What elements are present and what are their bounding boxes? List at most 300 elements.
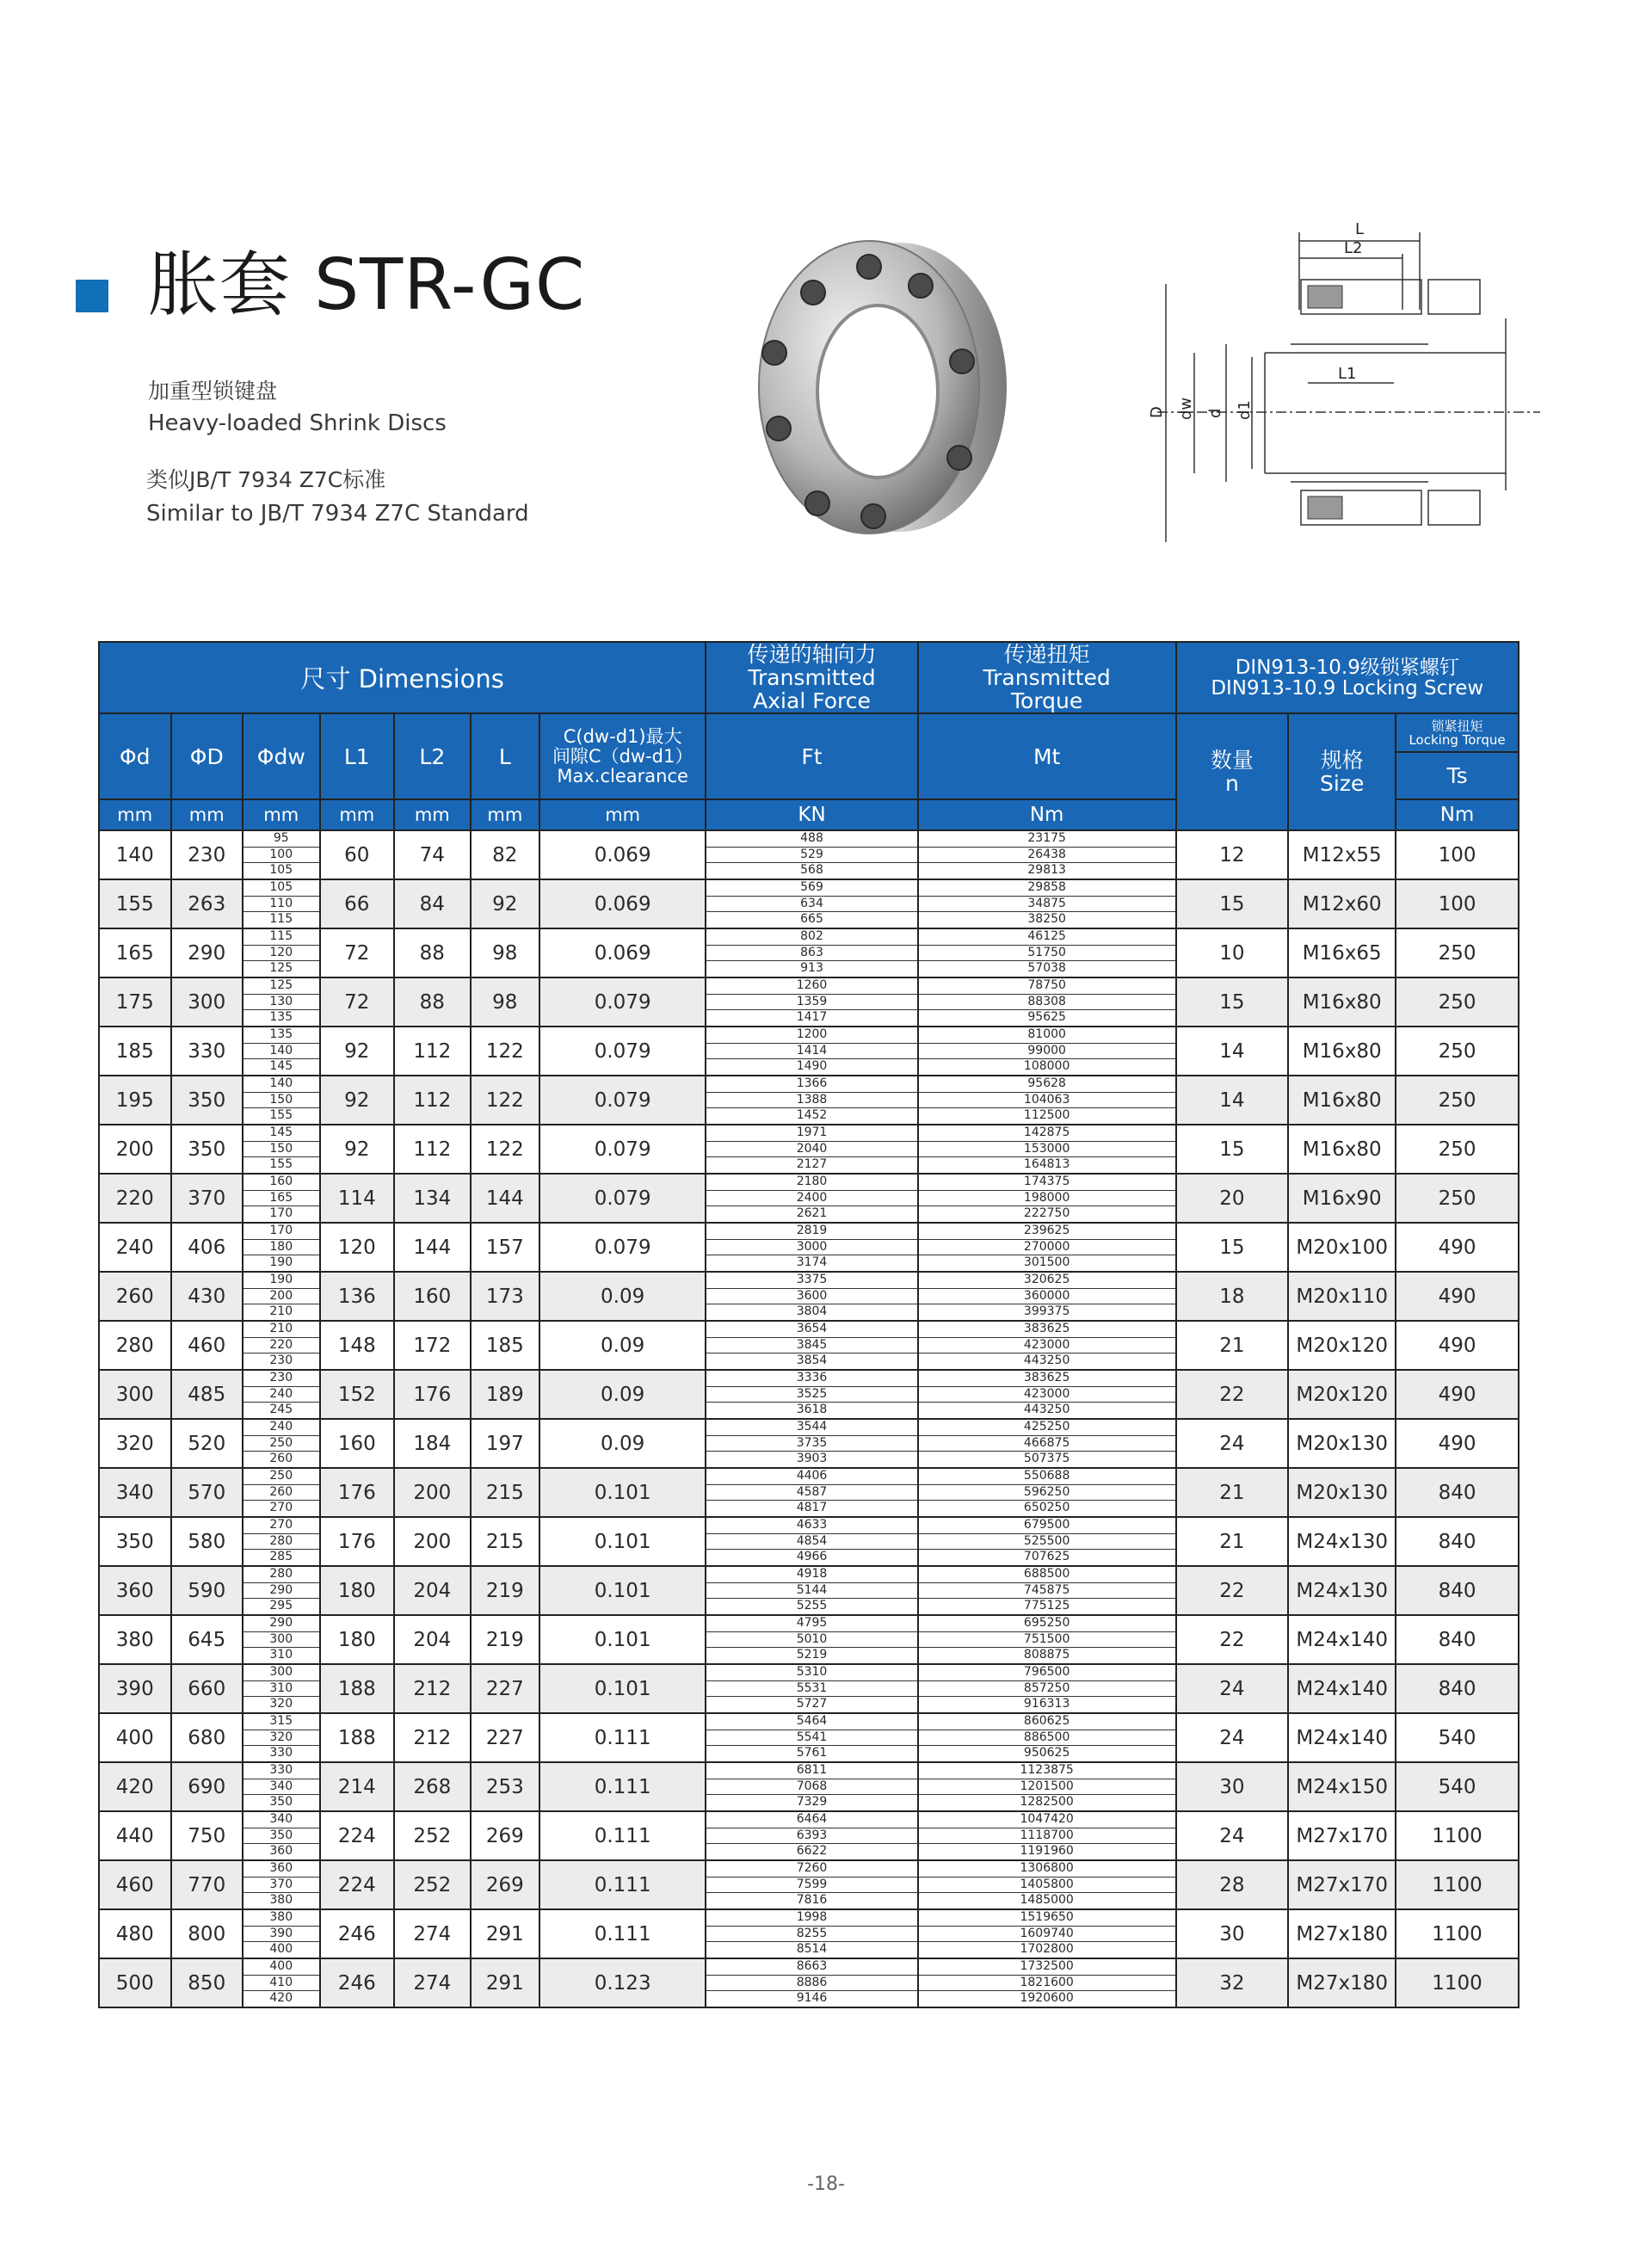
cell-size: M24x130 <box>1288 1566 1396 1615</box>
cell-Mt-value: 174375 <box>919 1175 1175 1191</box>
cell-Ft-value: 5541 <box>706 1730 916 1747</box>
cell-Mt-value: 1118700 <box>919 1828 1175 1845</box>
cell-Mt <box>918 977 1176 1027</box>
cell-dw-value: 190 <box>243 1273 319 1289</box>
cell-d: 480 <box>99 1909 171 1958</box>
cell-L1: 246 <box>320 1958 395 2007</box>
cell-Mt-value: 95625 <box>919 1010 1175 1026</box>
cell-Mt-value: 270000 <box>919 1240 1175 1256</box>
cell-L: 157 <box>471 1223 539 1272</box>
cell-Mt-value: 443250 <box>919 1353 1175 1369</box>
cell-dw-value: 270 <box>243 1501 319 1516</box>
cell-clearance: 0.079 <box>539 1027 706 1076</box>
cell-L1: 120 <box>320 1223 395 1272</box>
subtitle-cn: 加重型锁键盘 <box>148 379 278 404</box>
cell-Ts: 490 <box>1396 1321 1519 1370</box>
cell-L2: 172 <box>394 1321 471 1370</box>
col-clearance: C(dw-d1)最大 间隙C（dw-d1） Max.clearance <box>539 713 706 799</box>
cell-d: 300 <box>99 1370 171 1419</box>
cell-Ft-value: 1490 <box>706 1059 916 1075</box>
cell-clearance: 0.069 <box>539 879 706 928</box>
cell-Ft-value: 3525 <box>706 1387 916 1403</box>
cell-Mt <box>918 1370 1176 1419</box>
cell-Ft-value: 9146 <box>706 1991 916 2007</box>
cell-Ft-value: 4795 <box>706 1616 916 1632</box>
cell-Mt-value: 1821600 <box>919 1976 1175 1992</box>
drawing-label-L: L <box>1355 220 1365 238</box>
cell-clearance: 0.123 <box>539 1958 706 2007</box>
cell-n: 21 <box>1176 1517 1289 1566</box>
cell-dw <box>243 1811 320 1860</box>
cell-Ts: 250 <box>1396 928 1519 977</box>
cell-dw <box>243 1615 320 1664</box>
cell-L: 122 <box>471 1125 539 1174</box>
cell-Ts: 840 <box>1396 1517 1519 1566</box>
cell-Mt-value: 1519650 <box>919 1910 1175 1927</box>
cell-d: 360 <box>99 1566 171 1615</box>
cell-Ft-value: 1260 <box>706 978 916 995</box>
cell-Mt-value: 796500 <box>919 1665 1175 1681</box>
cell-dw-value: 100 <box>243 848 319 864</box>
cell-Ts: 250 <box>1396 977 1519 1027</box>
cell-Ft <box>706 1419 917 1468</box>
cell-n: 24 <box>1176 1664 1289 1713</box>
cell-Ft <box>706 1370 917 1419</box>
cell-d: 195 <box>99 1076 171 1125</box>
cell-dw-value: 320 <box>243 1697 319 1712</box>
cell-Ft-value: 913 <box>706 961 916 977</box>
cell-dw-value: 160 <box>243 1175 319 1191</box>
cell-n: 24 <box>1176 1419 1289 1468</box>
cell-L: 215 <box>471 1468 539 1517</box>
cell-Mt-value: 466875 <box>919 1436 1175 1452</box>
cell-Mt-value: 679500 <box>919 1518 1175 1534</box>
unit-Ft: KN <box>706 799 917 830</box>
cell-Mt-value: 695250 <box>919 1616 1175 1632</box>
cell-dw-value: 140 <box>243 1044 319 1060</box>
col-locking-torque: 锁紧扭矩 Locking Torque <box>1396 713 1519 752</box>
cell-Ft-value: 8663 <box>706 1959 916 1976</box>
cell-size: M27x170 <box>1288 1860 1396 1909</box>
cell-L1: 92 <box>320 1076 395 1125</box>
cell-dw-value: 180 <box>243 1240 319 1256</box>
cell-L: 291 <box>471 1958 539 2007</box>
cell-dw-value: 140 <box>243 1076 319 1093</box>
cell-D: 770 <box>171 1860 243 1909</box>
cell-size: M20x100 <box>1288 1223 1396 1272</box>
col-L2: L2 <box>394 713 471 799</box>
cell-Mt <box>918 830 1176 879</box>
cell-L: 269 <box>471 1811 539 1860</box>
cell-L: 269 <box>471 1860 539 1909</box>
cell-dw-value: 390 <box>243 1927 319 1943</box>
cell-L2: 252 <box>394 1811 471 1860</box>
cell-L2: 200 <box>394 1517 471 1566</box>
cell-clearance: 0.079 <box>539 1223 706 1272</box>
cell-L1: 160 <box>320 1419 395 1468</box>
cell-Ts: 840 <box>1396 1664 1519 1713</box>
cell-Mt-value: 29858 <box>919 880 1175 897</box>
table-row <box>99 1811 1519 1860</box>
cell-size: M20x120 <box>1288 1370 1396 1419</box>
cell-Ft-value: 5310 <box>706 1665 916 1681</box>
cell-d: 350 <box>99 1517 171 1566</box>
cell-dw <box>243 1076 320 1125</box>
cell-Mt <box>918 1958 1176 2007</box>
cell-Ts: 250 <box>1396 1027 1519 1076</box>
cell-dw-value: 115 <box>243 929 319 946</box>
cell-L: 197 <box>471 1419 539 1468</box>
cell-size: M24x150 <box>1288 1762 1396 1811</box>
cell-clearance: 0.09 <box>539 1419 706 1468</box>
cell-n: 30 <box>1176 1762 1289 1811</box>
cell-L2: 184 <box>394 1419 471 1468</box>
cell-Ft-value: 8514 <box>706 1942 916 1958</box>
cell-Mt-value: 860625 <box>919 1714 1175 1730</box>
cell-Mt <box>918 1468 1176 1517</box>
table-row <box>99 1713 1519 1762</box>
cell-Mt-value: 383625 <box>919 1322 1175 1338</box>
cell-size: M16x80 <box>1288 1125 1396 1174</box>
cell-dw-value: 150 <box>243 1142 319 1158</box>
cell-Mt-value: 1123875 <box>919 1763 1175 1779</box>
cell-Ts: 250 <box>1396 1125 1519 1174</box>
cell-D: 680 <box>171 1713 243 1762</box>
table-row <box>99 1958 1519 2007</box>
cell-L2: 212 <box>394 1664 471 1713</box>
cell-Ft <box>706 1027 917 1076</box>
cell-size: M27x180 <box>1288 1909 1396 1958</box>
cell-Mt-value: 104063 <box>919 1093 1175 1109</box>
cell-Ft-value: 1417 <box>706 1010 916 1026</box>
cell-L: 291 <box>471 1909 539 1958</box>
table-row <box>99 1419 1519 1468</box>
cell-dw-value: 380 <box>243 1910 319 1927</box>
cell-clearance: 0.079 <box>539 1125 706 1174</box>
table-row <box>99 1468 1519 1517</box>
cell-Ts: 100 <box>1396 830 1519 879</box>
cell-Ft <box>706 1958 917 2007</box>
cell-dw <box>243 1468 320 1517</box>
cell-D: 460 <box>171 1321 243 1370</box>
cell-Ft-value: 3618 <box>706 1403 916 1418</box>
cell-L1: 72 <box>320 977 395 1027</box>
table-row <box>99 1027 1519 1076</box>
cell-Ft-value: 5219 <box>706 1648 916 1663</box>
cell-Ft-value: 4633 <box>706 1518 916 1534</box>
cell-size: M16x80 <box>1288 1076 1396 1125</box>
cell-Ts: 490 <box>1396 1419 1519 1468</box>
screw-header: DIN913-10.9级锁紧螺钉 DIN913-10.9 Locking Screw <box>1176 642 1519 713</box>
cell-Mt-value: 78750 <box>919 978 1175 995</box>
cell-dw-value: 360 <box>243 1844 319 1859</box>
cell-dw-value: 410 <box>243 1976 319 1992</box>
cell-dw <box>243 1321 320 1370</box>
cell-clearance: 0.09 <box>539 1370 706 1419</box>
cell-Mt-value: 51750 <box>919 946 1175 962</box>
cell-Ft-value: 5464 <box>706 1714 916 1730</box>
cell-Mt <box>918 1860 1176 1909</box>
cell-dw <box>243 1223 320 1272</box>
cell-L: 185 <box>471 1321 539 1370</box>
cell-L1: 148 <box>320 1321 395 1370</box>
table-row <box>99 1615 1519 1664</box>
cell-dw-value: 280 <box>243 1567 319 1583</box>
cell-Mt-value: 29813 <box>919 863 1175 879</box>
cell-dw-value: 210 <box>243 1304 319 1320</box>
drawing-label-d: d <box>1206 408 1224 418</box>
cell-L: 219 <box>471 1615 539 1664</box>
cell-clearance: 0.111 <box>539 1713 706 1762</box>
cell-L: 122 <box>471 1076 539 1125</box>
cell-Ts: 540 <box>1396 1713 1519 1762</box>
cell-dw <box>243 1909 320 1958</box>
cell-L2: 88 <box>394 977 471 1027</box>
cell-dw <box>243 1419 320 1468</box>
cell-L2: 88 <box>394 928 471 977</box>
cell-dw-value: 210 <box>243 1322 319 1338</box>
cell-dw <box>243 1370 320 1419</box>
cell-clearance: 0.069 <box>539 928 706 977</box>
cell-clearance: 0.079 <box>539 1076 706 1125</box>
cell-dw-value: 290 <box>243 1583 319 1600</box>
cell-Ft-value: 1366 <box>706 1076 916 1093</box>
cell-dw-value: 290 <box>243 1616 319 1632</box>
cell-Mt-value: 596250 <box>919 1485 1175 1501</box>
cell-Mt-value: 239625 <box>919 1224 1175 1240</box>
cell-L1: 72 <box>320 928 395 977</box>
cell-Ft <box>706 1909 917 1958</box>
drawing-label-D: D <box>1148 406 1166 418</box>
cell-Ft-value: 1388 <box>706 1093 916 1109</box>
cell-dw-value: 280 <box>243 1534 319 1551</box>
cell-clearance: 0.101 <box>539 1468 706 1517</box>
cell-Mt-value: 423000 <box>919 1387 1175 1403</box>
cell-Mt <box>918 1517 1176 1566</box>
cell-dw-value: 330 <box>243 1763 319 1779</box>
cell-size: M12x55 <box>1288 830 1396 879</box>
cell-Ft-value: 1414 <box>706 1044 916 1060</box>
cell-Mt-value: 916313 <box>919 1697 1175 1712</box>
cell-Ft <box>706 1762 917 1811</box>
cell-L2: 112 <box>394 1076 471 1125</box>
cell-dw-value: 120 <box>243 946 319 962</box>
cell-dw-value: 170 <box>243 1224 319 1240</box>
cell-d: 200 <box>99 1125 171 1174</box>
cell-Ft <box>706 1713 917 1762</box>
cell-Mt <box>918 1566 1176 1615</box>
cell-Ft <box>706 1860 917 1909</box>
unit-d: mm <box>99 799 171 830</box>
unit-D: mm <box>171 799 243 830</box>
cell-L2: 134 <box>394 1174 471 1223</box>
cell-dw-value: 125 <box>243 978 319 995</box>
cell-L: 227 <box>471 1713 539 1762</box>
cell-dw-value: 350 <box>243 1795 319 1810</box>
cell-dw-value: 360 <box>243 1861 319 1878</box>
cell-dw-value: 420 <box>243 1991 319 2007</box>
cell-dw-value: 295 <box>243 1599 319 1614</box>
cell-dw <box>243 1174 320 1223</box>
cell-Ft-value: 4406 <box>706 1469 916 1485</box>
cell-dw-value: 310 <box>243 1648 319 1663</box>
cell-Ft-value: 665 <box>706 912 916 928</box>
cell-dw-value: 285 <box>243 1550 319 1565</box>
cell-Mt-value: 1920600 <box>919 1991 1175 2007</box>
cell-size: M27x180 <box>1288 1958 1396 2007</box>
cell-n: 21 <box>1176 1321 1289 1370</box>
cell-Mt <box>918 1125 1176 1174</box>
cell-L1: 188 <box>320 1664 395 1713</box>
cell-dw-value: 230 <box>243 1371 319 1387</box>
cell-Mt-value: 383625 <box>919 1371 1175 1387</box>
page-number: -18- <box>807 2174 845 2195</box>
cell-Mt <box>918 1174 1176 1223</box>
cell-dw-value: 95 <box>243 831 319 848</box>
cell-clearance: 0.111 <box>539 1860 706 1909</box>
cell-Ft-value: 802 <box>706 929 916 946</box>
cell-Ft-value: 2819 <box>706 1224 916 1240</box>
cell-dw-value: 105 <box>243 863 319 879</box>
cell-n: 22 <box>1176 1370 1289 1419</box>
cell-Mt <box>918 1321 1176 1370</box>
cell-dw-value: 170 <box>243 1206 319 1222</box>
cell-L1: 214 <box>320 1762 395 1811</box>
cell-Mt-value: 425250 <box>919 1420 1175 1436</box>
cell-Ft-value: 3600 <box>706 1289 916 1305</box>
cell-dw <box>243 879 320 928</box>
cell-Mt-value: 886500 <box>919 1730 1175 1747</box>
cell-Ts: 840 <box>1396 1468 1519 1517</box>
table-row <box>99 1321 1519 1370</box>
cell-Ft-value: 7068 <box>706 1779 916 1796</box>
cell-Mt-value: 57038 <box>919 961 1175 977</box>
cell-Ft-value: 4854 <box>706 1534 916 1551</box>
cell-Ft-value: 1200 <box>706 1027 916 1044</box>
standard-en: Similar to JB/T 7934 Z7C Standard <box>146 501 529 527</box>
cell-Mt-value: 707625 <box>919 1550 1175 1565</box>
cell-size: M16x80 <box>1288 1027 1396 1076</box>
cell-L1: 92 <box>320 1027 395 1076</box>
unit-Mt: Nm <box>918 799 1176 830</box>
cell-dw-value: 340 <box>243 1779 319 1796</box>
cell-d: 400 <box>99 1713 171 1762</box>
col-L1: L1 <box>320 713 395 799</box>
cell-dw <box>243 830 320 879</box>
cell-d: 320 <box>99 1419 171 1468</box>
cell-d: 185 <box>99 1027 171 1076</box>
cell-Ts: 250 <box>1396 1174 1519 1223</box>
table-row <box>99 1762 1519 1811</box>
cell-Mt-value: 164813 <box>919 1157 1175 1173</box>
cell-size: M16x90 <box>1288 1174 1396 1223</box>
cell-Ft-value: 3735 <box>706 1436 916 1452</box>
table-row <box>99 1860 1519 1909</box>
cell-dw <box>243 1027 320 1076</box>
cell-dw-value: 105 <box>243 880 319 897</box>
cell-Ft <box>706 928 917 977</box>
cell-Mt-value: 857250 <box>919 1681 1175 1698</box>
cell-Ft <box>706 1321 917 1370</box>
cell-Mt-value: 688500 <box>919 1567 1175 1583</box>
cell-Ft-value: 1452 <box>706 1108 916 1124</box>
cell-Ft-value: 5010 <box>706 1632 916 1649</box>
cell-size: M20x130 <box>1288 1419 1396 1468</box>
cell-Mt-value: 198000 <box>919 1191 1175 1207</box>
cell-dw-value: 200 <box>243 1289 319 1305</box>
cell-D: 645 <box>171 1615 243 1664</box>
cell-L1: 180 <box>320 1615 395 1664</box>
cell-dw-value: 155 <box>243 1108 319 1124</box>
cell-Ft-value: 568 <box>706 863 916 879</box>
cell-d: 260 <box>99 1272 171 1321</box>
cell-Ft <box>706 1664 917 1713</box>
cell-D: 485 <box>171 1370 243 1419</box>
cell-D: 660 <box>171 1664 243 1713</box>
cell-Ft <box>706 977 917 1027</box>
cell-Mt-value: 1306800 <box>919 1861 1175 1878</box>
cell-Ft-value: 1998 <box>706 1910 916 1927</box>
cell-D: 750 <box>171 1811 243 1860</box>
cell-dw-value: 135 <box>243 1010 319 1026</box>
cell-dw-value: 400 <box>243 1942 319 1958</box>
drawing-label-L1: L1 <box>1338 365 1357 383</box>
cell-clearance: 0.101 <box>539 1615 706 1664</box>
cell-dw-value: 145 <box>243 1125 319 1142</box>
cell-clearance: 0.111 <box>539 1762 706 1811</box>
cell-size: M20x130 <box>1288 1468 1396 1517</box>
table-row <box>99 830 1519 879</box>
cell-L2: 252 <box>394 1860 471 1909</box>
cell-clearance: 0.079 <box>539 977 706 1027</box>
cell-Mt-value: 399375 <box>919 1304 1175 1320</box>
cell-Ft-value: 3174 <box>706 1255 916 1271</box>
cell-D: 800 <box>171 1909 243 1958</box>
cell-Ft-value: 5144 <box>706 1583 916 1600</box>
cell-L: 98 <box>471 928 539 977</box>
cell-Mt-value: 525500 <box>919 1534 1175 1551</box>
cell-Ts: 840 <box>1396 1615 1519 1664</box>
cell-dw <box>243 1272 320 1321</box>
cell-Ft <box>706 879 917 928</box>
cell-D: 300 <box>171 977 243 1027</box>
cell-L1: 224 <box>320 1811 395 1860</box>
cell-Ts: 100 <box>1396 879 1519 928</box>
cell-Mt-value: 95628 <box>919 1076 1175 1093</box>
cell-clearance: 0.101 <box>539 1566 706 1615</box>
table-row <box>99 1566 1519 1615</box>
cell-dw-value: 250 <box>243 1469 319 1485</box>
cell-n: 28 <box>1176 1860 1289 1909</box>
cell-clearance: 0.069 <box>539 830 706 879</box>
cell-L: 173 <box>471 1272 539 1321</box>
cell-L2: 212 <box>394 1713 471 1762</box>
page-title: 胀套 STR-GC <box>148 244 586 326</box>
cell-size: M27x170 <box>1288 1811 1396 1860</box>
cell-Ft-value: 634 <box>706 897 916 913</box>
cell-dw-value: 380 <box>243 1893 319 1908</box>
cell-dw-value: 230 <box>243 1353 319 1369</box>
cell-Ft-value: 4817 <box>706 1501 916 1516</box>
cell-Mt-value: 1405800 <box>919 1878 1175 1894</box>
cell-n: 22 <box>1176 1566 1289 1615</box>
cell-D: 230 <box>171 830 243 879</box>
cell-Ft-value: 3375 <box>706 1273 916 1289</box>
table-row <box>99 1370 1519 1419</box>
table-row <box>99 1272 1519 1321</box>
cell-size: M24x130 <box>1288 1517 1396 1566</box>
cell-dw-value: 370 <box>243 1878 319 1894</box>
